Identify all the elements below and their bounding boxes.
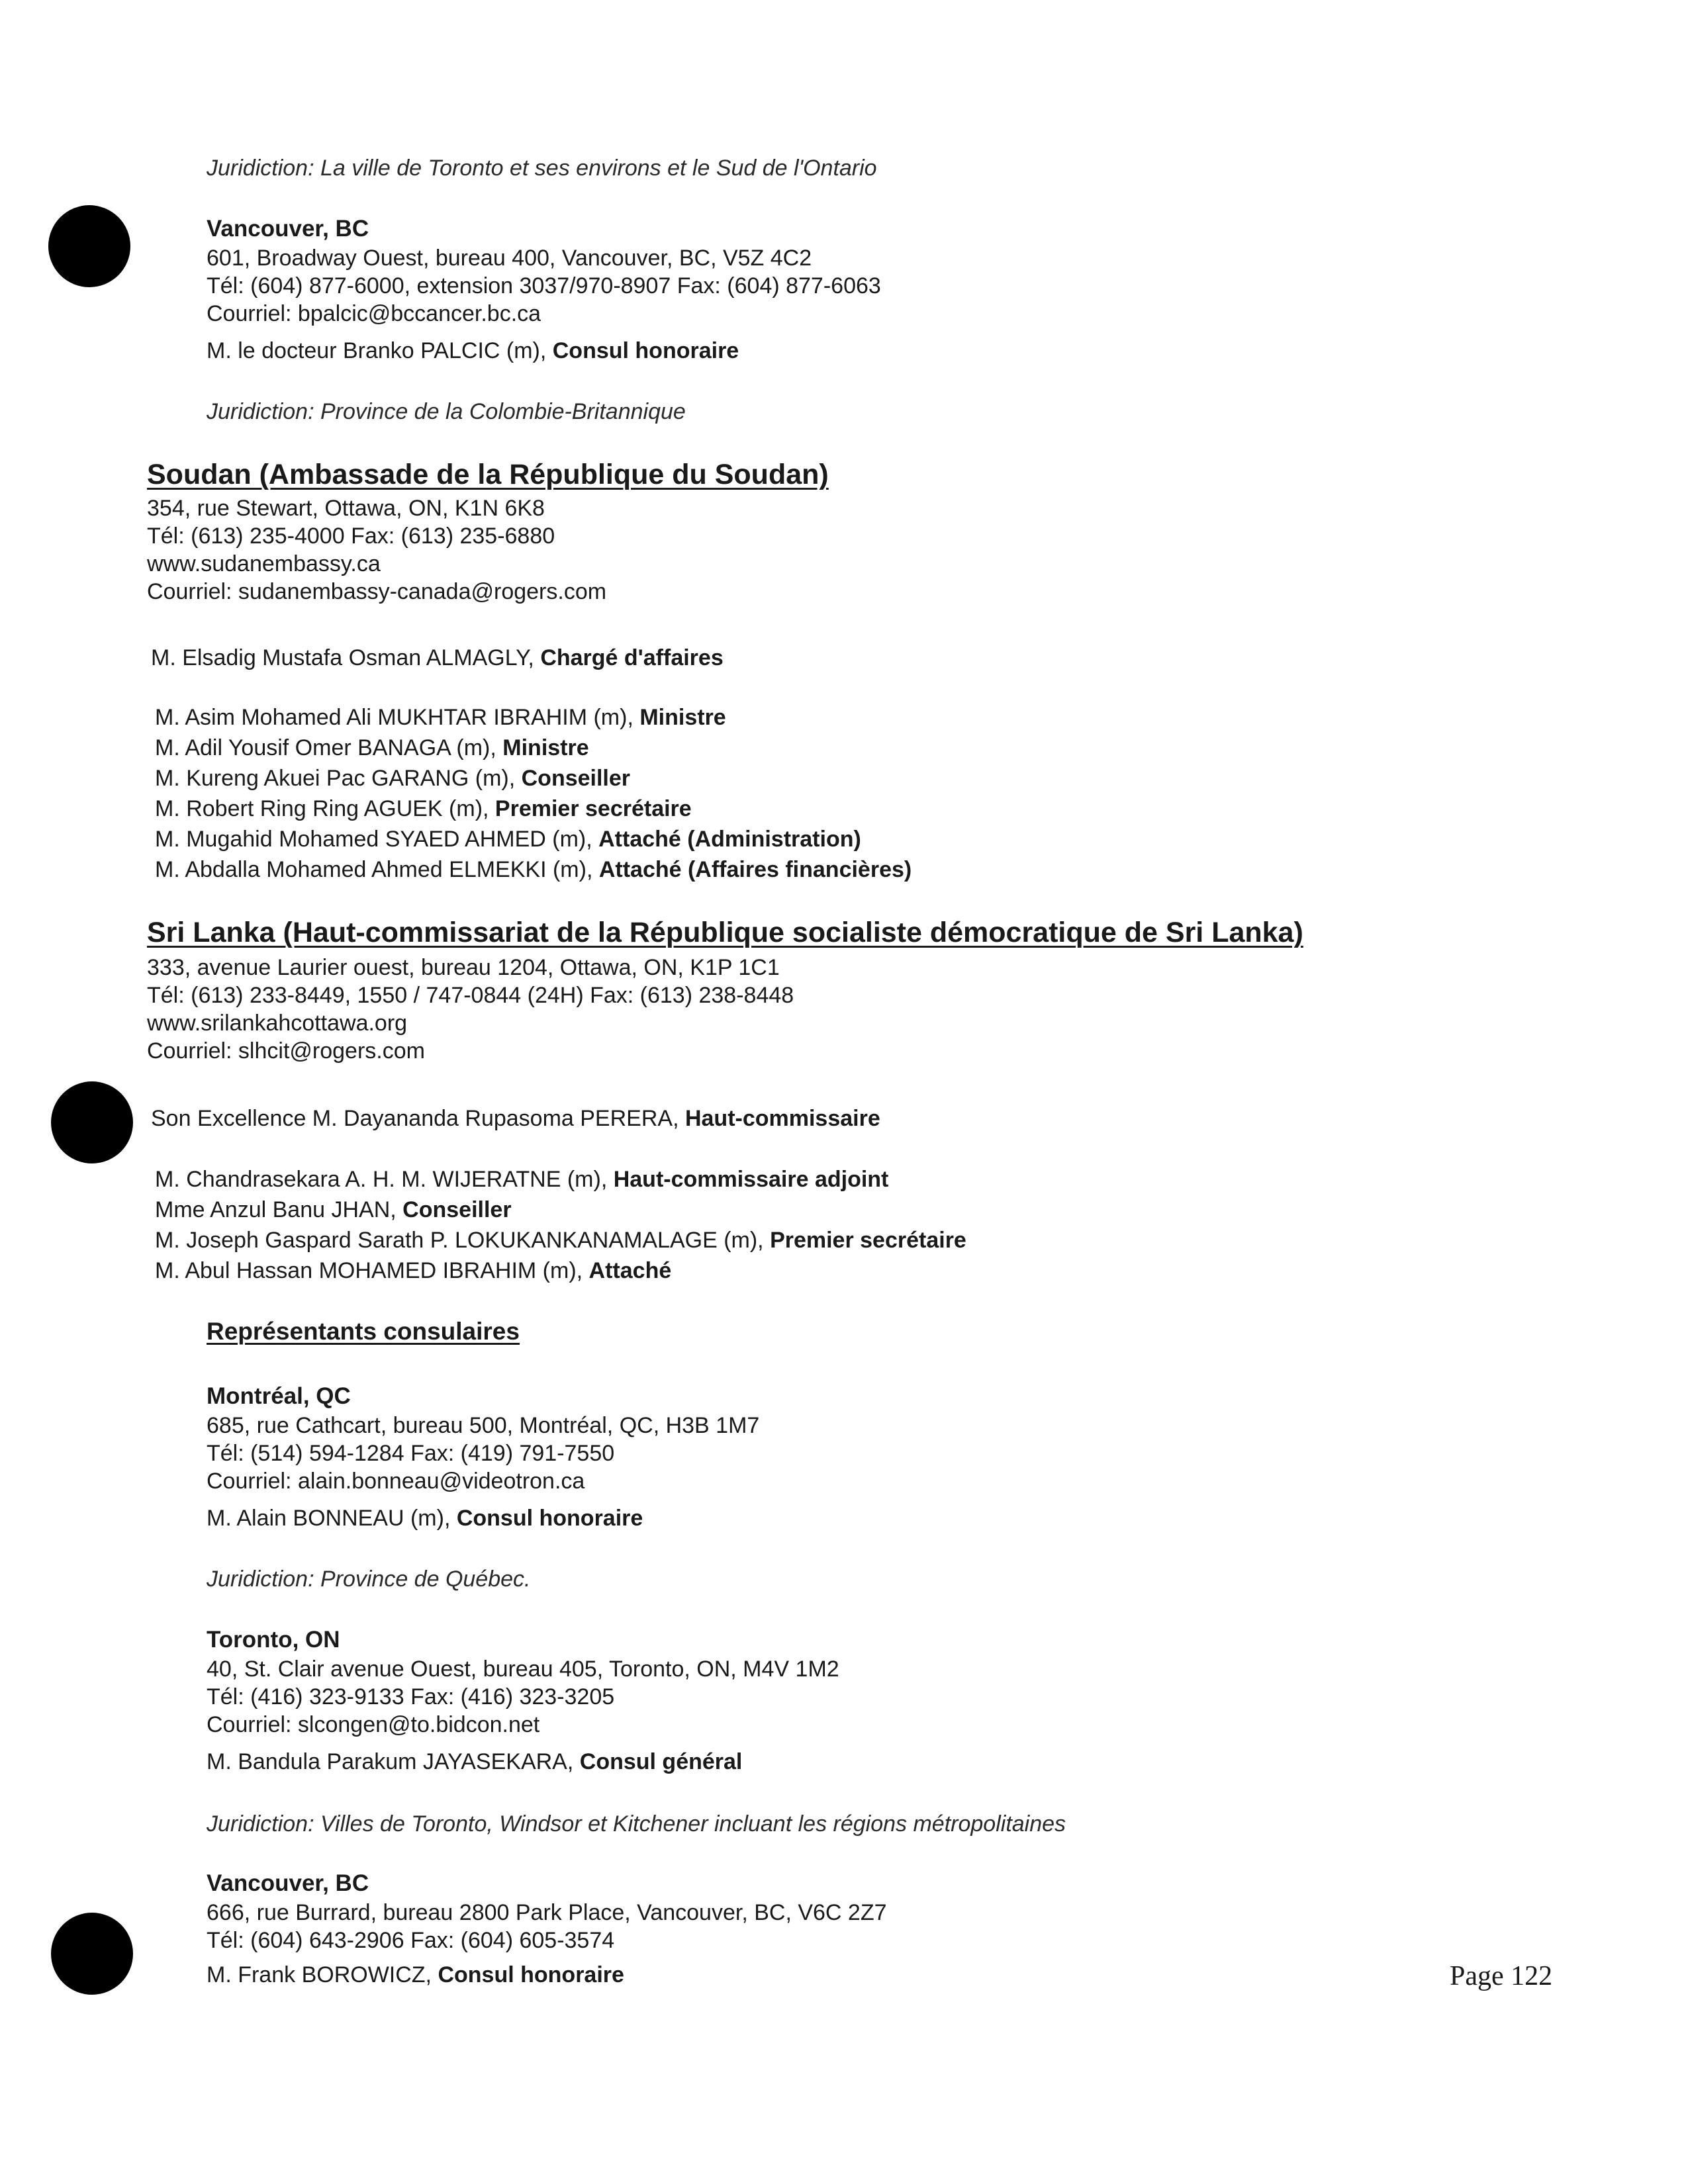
head-of-mission-line	[151, 1105, 880, 1132]
address-line: 601, Broadway Ouest, bureau 400, Vancouver, BC, V5Z 4C2	[207, 246, 812, 271]
head-of-mission-line	[151, 645, 724, 671]
person-line	[207, 338, 739, 364]
binder-hole-top	[48, 205, 130, 287]
city-heading: Vancouver, BC	[207, 216, 369, 242]
phone-line: Tél: (604) 643-2906 Fax: (604) 605-3574	[207, 1928, 615, 1953]
binder-hole-middle	[51, 1081, 133, 1163]
address-line: 354, rue Stewart, Ottawa, ON, K1N 6K8	[147, 496, 545, 521]
jurisdiction-line: Juridiction: Villes de Toronto, Windsor et Kitchener incluant les régions métropolitaines	[207, 1811, 1066, 1837]
person-name: M. Mugahid Mohamed SYAED AHMED (m),	[155, 827, 599, 852]
staff-row	[155, 704, 726, 731]
person-name: Son Excellence M. Dayananda Rupasoma PERERA,	[151, 1106, 685, 1131]
person-title: Attaché (Administration)	[598, 827, 861, 852]
person-name: M. Joseph Gaspard Sarath P. LOKUKANKANAMALAGE (m),	[155, 1228, 771, 1253]
staff-row	[155, 1197, 512, 1223]
city-heading: Toronto, ON	[207, 1627, 340, 1653]
staff-row	[155, 826, 861, 852]
website-line: www.srilankahcottawa.org	[147, 1011, 408, 1036]
person-name: Mme Anzul Banu JHAN,	[155, 1197, 403, 1222]
person-title: Consul honoraire	[552, 338, 739, 363]
phone-line: Tél: (604) 877-6000, extension 3037/970-8907 Fax: (604) 877-6063	[207, 273, 881, 298]
person-line	[207, 1962, 624, 1988]
staff-row	[155, 796, 692, 822]
email-line: Courriel: sudanembassy-canada@rogers.com	[147, 579, 607, 604]
staff-row	[155, 856, 912, 883]
person-name: M. Asim Mohamed Ali MUKHTAR IBRAHIM (m),	[155, 705, 640, 730]
person-title: Conseiller	[521, 766, 631, 791]
phone-line: Tél: (514) 594-1284 Fax: (419) 791-7550	[207, 1441, 615, 1466]
email-line: Courriel: bpalcic@bccancer.bc.ca	[207, 301, 541, 326]
person-name: M. Kureng Akuei Pac GARANG (m),	[155, 766, 522, 791]
jurisdiction-line: Juridiction: Province de la Colombie-Britannique	[207, 399, 686, 424]
jurisdiction-line: Juridiction: La ville de Toronto et ses environs et le Sud de l'Ontario	[207, 156, 877, 181]
person-title: Haut-commissaire	[684, 1106, 880, 1131]
email-line: Courriel: slhcit@rogers.com	[147, 1038, 425, 1064]
person-line	[207, 1749, 742, 1775]
person-name: M. Abul Hassan MOHAMED IBRAHIM (m),	[155, 1258, 589, 1283]
person-title: Haut-commissaire adjoint	[613, 1167, 889, 1192]
person-name: M. le docteur Branko PALCIC (m),	[207, 338, 553, 363]
person-title: Consul honoraire	[456, 1506, 643, 1531]
person-name: M. Adil Yousif Omer BANAGA (m),	[155, 735, 503, 760]
person-title: Premier secrétaire	[494, 796, 692, 821]
person-title: Consul général	[579, 1749, 743, 1774]
staff-row	[155, 1227, 966, 1253]
person-title: Ministre	[639, 705, 726, 730]
page-number: Page 122	[1450, 1961, 1553, 1991]
person-title: Chargé d'affaires	[540, 645, 724, 670]
person-title: Ministre	[502, 735, 589, 760]
person-name: M. Alain BONNEAU (m),	[207, 1506, 457, 1531]
person-title: Premier secrétaire	[770, 1228, 966, 1253]
consular-heading: Représentants consulaires	[207, 1318, 520, 1345]
email-line: Courriel: slcongen@to.bidcon.net	[207, 1712, 540, 1737]
person-title: Attaché (Affaires financières)	[598, 857, 912, 882]
email-line: Courriel: alain.bonneau@videotron.ca	[207, 1469, 585, 1494]
person-name: M. Robert Ring Ring AGUEK (m),	[155, 796, 495, 821]
country-heading-soudan: Soudan (Ambassade de la République du Soudan)	[147, 459, 829, 490]
person-title: Attaché	[588, 1258, 672, 1283]
staff-row	[155, 765, 630, 792]
phone-line: Tél: (416) 323-9133 Fax: (416) 323-3205	[207, 1684, 615, 1709]
person-name: M. Elsadig Mustafa Osman ALMAGLY,	[151, 645, 541, 670]
address-line: 666, rue Burrard, bureau 2800 Park Place, Vancouver, BC, V6C 2Z7	[207, 1900, 887, 1925]
phone-line: Tél: (613) 233-8449, 1550 / 747-0844 (24H) Fax: (613) 238-8448	[147, 983, 794, 1008]
person-name: M. Frank BOROWICZ,	[207, 1962, 438, 1987]
address-line: 40, St. Clair avenue Ouest, bureau 405, Toronto, ON, M4V 1M2	[207, 1657, 839, 1682]
phone-line: Tél: (613) 235-4000 Fax: (613) 235-6880	[147, 523, 555, 549]
country-heading-srilanka: Sri Lanka (Haut-commissariat de la République socialiste démocratique de Sri Lanka)	[147, 917, 1303, 948]
staff-row	[155, 1166, 888, 1193]
website-line: www.sudanembassy.ca	[147, 551, 381, 576]
address-line: 685, rue Cathcart, bureau 500, Montréal, QC, H3B 1M7	[207, 1413, 760, 1438]
person-line	[207, 1505, 643, 1531]
city-heading: Vancouver, BC	[207, 1870, 369, 1896]
staff-row	[155, 735, 589, 761]
person-name: M. Bandula Parakum JAYASEKARA,	[207, 1749, 580, 1774]
address-line: 333, avenue Laurier ouest, bureau 1204, Ottawa, ON, K1P 1C1	[147, 955, 780, 980]
jurisdiction-line: Juridiction: Province de Québec.	[207, 1567, 531, 1592]
city-heading: Montréal, QC	[207, 1383, 351, 1409]
binder-hole-bottom	[51, 1913, 133, 1995]
person-title: Conseiller	[402, 1197, 512, 1222]
person-name: M. Abdalla Mohamed Ahmed ELMEKKI (m),	[155, 857, 599, 882]
staff-row	[155, 1257, 671, 1284]
person-name: M. Chandrasekara A. H. M. WIJERATNE (m),	[155, 1167, 614, 1192]
person-title: Consul honoraire	[438, 1962, 624, 1987]
